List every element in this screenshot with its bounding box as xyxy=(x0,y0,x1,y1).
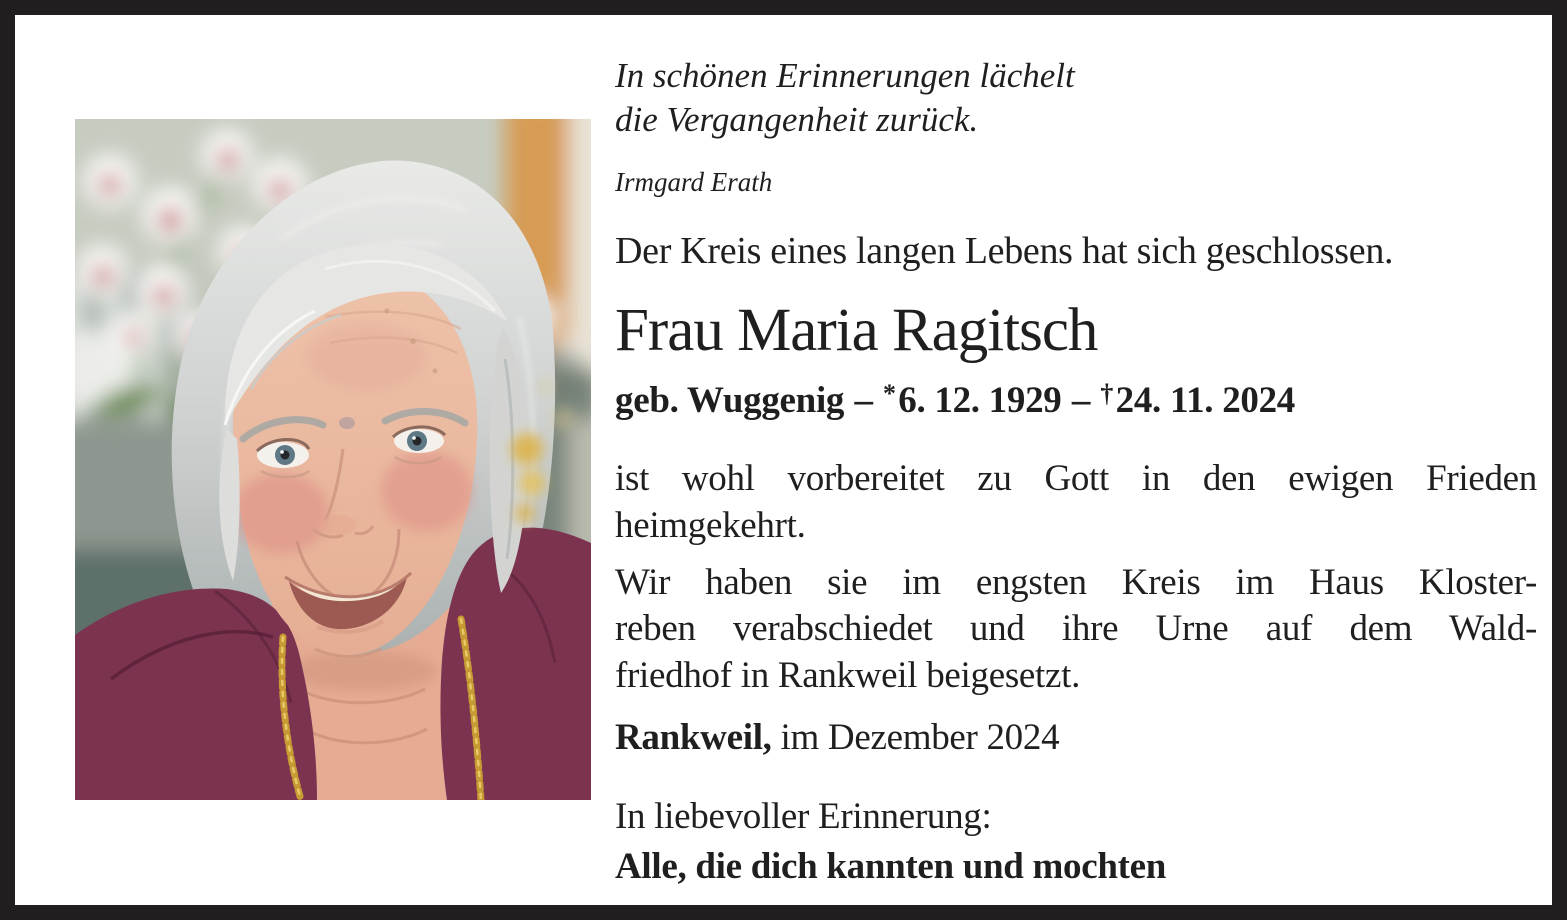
deceased-name: Frau Maria Ragitsch xyxy=(615,297,1098,365)
closing-label: In liebevoller Erinnerung: xyxy=(615,795,992,837)
farewell-paragraph-1 xyxy=(615,456,1537,550)
place-date-line xyxy=(615,716,1537,760)
paragraph2-line-2: reben verabschiedet und ihre Urne auf dem Wald- xyxy=(615,608,1537,650)
paragraph1-line-1: ist wohl vorbereitet zu Gott in den ewigen Frieden xyxy=(615,457,1537,499)
birth-death-line xyxy=(615,378,1537,423)
portrait-illustration xyxy=(75,119,591,800)
memorial-quote xyxy=(615,54,1537,142)
maiden-name: geb. Wuggenig xyxy=(615,380,845,422)
birth-date: 6. 12. 1929 xyxy=(898,380,1062,422)
cross-symbol: † xyxy=(1100,379,1114,409)
date-text: im Dezember 2024 xyxy=(780,717,1060,759)
notice-text-column xyxy=(615,40,1537,890)
place-name: Rankweil, xyxy=(615,717,772,759)
intro-line: Der Kreis eines langen Lebens hat sich geschlossen. xyxy=(615,229,1394,272)
quote-line-1: In schönen Erinnerungen lächelt xyxy=(615,56,1075,95)
farewell-paragraph-2 xyxy=(615,560,1537,701)
death-date: 24. 11. 2024 xyxy=(1115,380,1295,422)
dash-separator: – xyxy=(1071,380,1091,422)
dash-separator: – xyxy=(854,380,873,422)
closing-names: Alle, die dich kannten und mochten xyxy=(615,846,1167,888)
quote-line-2: die Vergangenheit zurück. xyxy=(615,100,979,140)
paragraph2-line-3: friedhof in Rankweil beigesetzt. xyxy=(615,655,1081,697)
paragraph1-line-2: heimgekehrt. xyxy=(615,504,806,546)
born-symbol: * xyxy=(883,379,896,409)
portrait-photo xyxy=(75,119,591,800)
quote-attribution: Irmgard Erath xyxy=(615,167,773,198)
paragraph2-line-1: Wir haben sie im engsten Kreis im Haus Kloster- xyxy=(615,561,1537,603)
